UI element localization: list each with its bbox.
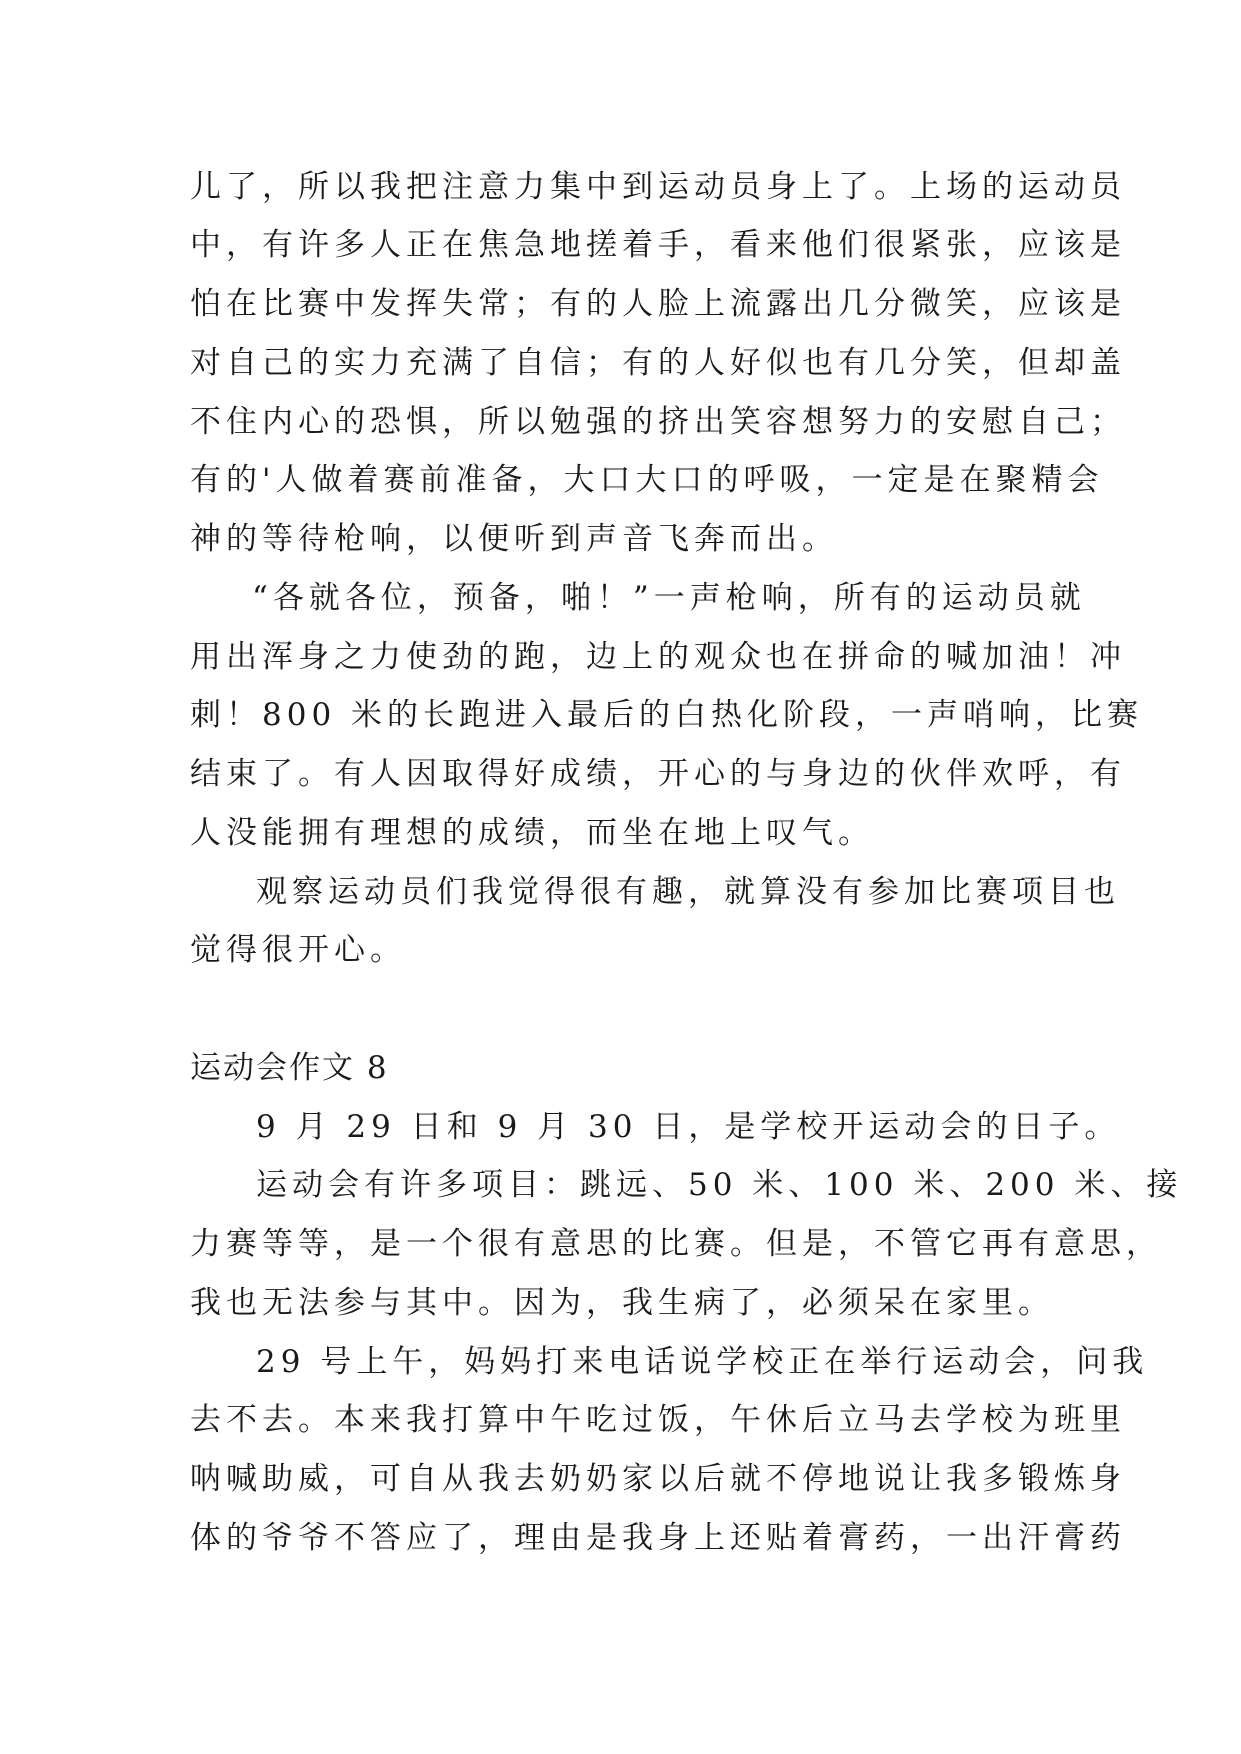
section-heading: 运动会作文 8 bbox=[190, 1050, 389, 1086]
paragraph-line: 去不去。本来我打算中午吃过饭，午休后立马去学校为班里 bbox=[190, 1402, 1126, 1438]
paragraph-line: 我也无法参与其中。因为，我生病了，必须呆在家里。 bbox=[190, 1285, 1054, 1321]
paragraph-line: 怕在比赛中发挥失常；有的人脸上流露出几分微笑，应该是 bbox=[190, 286, 1126, 322]
paragraph-line: 9 月 29 日和 9 月 30 日，是学校开运动会的日子。 bbox=[256, 1109, 1121, 1145]
paragraph-line: 不住内心的恐惧，所以勉强的挤出笑容想努力的安慰自己； bbox=[190, 404, 1126, 440]
paragraph-line: 中，有许多人正在焦急地搓着手，看来他们很紧张，应该是 bbox=[190, 227, 1126, 263]
paragraph-line: “各就各位，预备，啪！”一声枪响，所有的运动员就 bbox=[252, 580, 1086, 616]
paragraph-line: 刺！800 米的长跑进入最后的白热化阶段，一声哨响，比赛 bbox=[190, 697, 1144, 733]
paragraph-line: 力赛等等，是一个很有意思的比赛。但是，不管它再有意思， bbox=[190, 1226, 1162, 1262]
paragraph-line: 儿了，所以我把注意力集中到运动员身上了。上场的运动员 bbox=[190, 169, 1126, 205]
paragraph-line: 呐喊助威，可自从我去奶奶家以后就不停地说让我多锻炼身 bbox=[190, 1461, 1126, 1497]
paragraph-line: 有的'人做着赛前准备，大口大口的呼吸，一定是在聚精会 bbox=[190, 462, 1104, 498]
paragraph-line: 结束了。有人因取得好成绩，开心的与身边的伙伴欢呼，有 bbox=[190, 756, 1126, 792]
paragraph-line: 29 号上午，妈妈打来电话说学校正在举行运动会，问我 bbox=[256, 1344, 1149, 1380]
paragraph-line: 用出浑身之力使劲的跑，边上的观众也在拼命的喊加油！冲 bbox=[190, 639, 1126, 675]
paragraph-line: 神的等待枪响，以便听到声音飞奔而出。 bbox=[190, 521, 838, 557]
paragraph-line: 对自己的实力充满了自信；有的人好似也有几分笑，但却盖 bbox=[190, 345, 1126, 381]
paragraph-line: 运动会有许多项目：跳远、50 米、100 米、200 米、接 bbox=[256, 1167, 1183, 1203]
paragraph-line: 观察运动员们我觉得很有趣，就算没有参加比赛项目也 bbox=[256, 874, 1120, 910]
paragraph-line: 人没能拥有理想的成绩，而坐在地上叹气。 bbox=[190, 815, 874, 851]
paragraph-line: 觉得很开心。 bbox=[190, 932, 406, 968]
paragraph-line: 体的爷爷不答应了，理由是我身上还贴着膏药，一出汗膏药 bbox=[190, 1520, 1126, 1556]
